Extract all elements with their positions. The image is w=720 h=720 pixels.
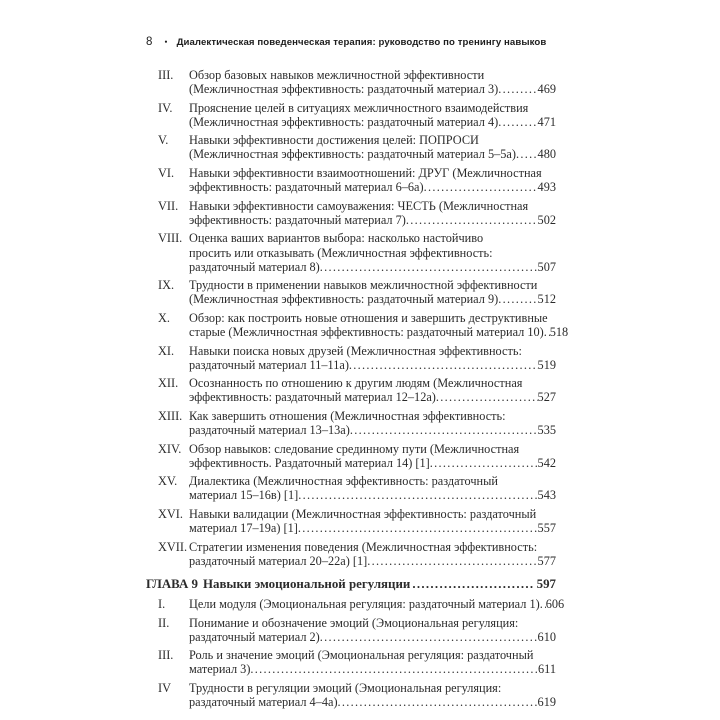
entry-page-number: 577	[537, 553, 556, 568]
chapter-page-number: 597	[536, 576, 556, 591]
entry-line: Диалектика (Межличностная эффективность: раздаточный	[189, 474, 498, 489]
entry-body	[189, 278, 556, 306]
entry-line: материал 15–16в) [1]	[189, 488, 299, 503]
entry-body	[189, 68, 556, 96]
entry-last-line	[189, 630, 556, 644]
toc-entry	[146, 231, 556, 273]
entry-numeral: IV	[158, 680, 171, 695]
entry-numeral: II.	[158, 615, 170, 630]
entry-last-line	[189, 597, 565, 611]
entry-line: старые (Межличностная эффективность: раздаточный материал 10)	[189, 325, 544, 339]
toc-entry	[146, 344, 556, 372]
entry-last-line	[189, 260, 556, 274]
entry-last-line	[189, 423, 556, 437]
entry-last-line	[189, 521, 556, 535]
entry-numeral: XIV.	[158, 441, 182, 456]
entry-line: Обзор: как построить новые отношения и завершить деструктивные	[189, 310, 548, 325]
entry-body	[189, 310, 569, 339]
entry-body	[189, 474, 556, 502]
entry-line: Цели модуля (Эмоциональная регуляция: раздаточный материал 1)	[189, 597, 540, 611]
toc-entry	[146, 507, 556, 535]
toc-entry	[146, 597, 565, 611]
entry-numeral: I.	[158, 597, 166, 611]
toc-entry	[146, 648, 556, 676]
dot-leader	[350, 423, 538, 437]
entry-last-line	[189, 82, 556, 96]
toc-entry	[146, 681, 556, 709]
toc-entry	[146, 133, 556, 161]
entry-page-number: 610	[537, 629, 556, 644]
entry-last-line	[189, 292, 556, 306]
toc-entry	[146, 409, 556, 437]
toc-entry	[146, 101, 556, 129]
dot-leader	[349, 358, 538, 372]
toc-entry	[146, 540, 556, 568]
toc-entry	[146, 616, 556, 644]
entry-line: Роль и значение эмоций (Эмоциональная регуляция: раздаточный	[189, 648, 534, 663]
dot-leader	[298, 521, 538, 535]
entry-last-line	[189, 325, 569, 339]
toc-list	[146, 68, 569, 710]
toc-entry	[146, 376, 556, 404]
entry-page-number: 606	[545, 597, 565, 611]
entry-body	[189, 376, 556, 404]
entry-line: Понимание и обозначение эмоций (Эмоциональная регуляция:	[189, 615, 519, 630]
entry-page-number: 519	[537, 357, 556, 372]
entry-numeral: XII.	[158, 376, 179, 391]
entry-body	[189, 133, 556, 161]
dot-leader	[498, 82, 537, 96]
entry-page-number: 507	[537, 259, 556, 274]
entry-line: раздаточный материал 4–4а)	[189, 695, 338, 710]
toc-entry	[146, 199, 556, 227]
entry-line: эффективность: раздаточный материал 6–6а)	[189, 180, 424, 195]
entry-body	[189, 597, 565, 611]
dot-leader	[320, 630, 538, 644]
entry-page-number: 480	[537, 147, 556, 162]
dot-leader	[436, 390, 538, 404]
toc-entry	[146, 474, 556, 502]
entry-numeral: III.	[158, 648, 174, 663]
entry-line: (Межличностная эффективность: раздаточный материал 3)	[189, 82, 499, 97]
dot-leader	[298, 488, 537, 502]
entry-line: Навыки эффективности взаимоотношений: ДРУГ (Межличностная	[189, 166, 542, 181]
entry-page-number: 493	[537, 180, 556, 195]
entry-last-line	[189, 213, 556, 227]
entry-body	[189, 442, 556, 470]
entry-line: Трудности в регуляции эмоций (Эмоциональная регуляция:	[189, 680, 502, 695]
entry-numeral: V.	[158, 133, 169, 148]
entry-numeral: XVII.	[158, 539, 188, 554]
running-head	[146, 36, 556, 48]
entry-last-line	[189, 488, 556, 502]
entry-body	[189, 648, 556, 676]
entry-numeral: XV.	[158, 474, 178, 489]
dot-leader	[406, 213, 538, 227]
dot-leader	[367, 554, 537, 568]
entry-page-number: 512	[537, 292, 556, 307]
entry-line: Трудности в применении навыков межличностной эффективности	[189, 278, 538, 293]
entry-body	[189, 344, 556, 372]
entry-line: Навыки эффективности достижения целей: ПОПРОСИ	[189, 133, 479, 148]
entry-line: Навыки валидации (Межличностная эффективность: раздаточный	[189, 507, 537, 522]
entry-last-line	[189, 180, 556, 194]
dot-leader	[338, 695, 538, 709]
entry-line: Обзор навыков: следование срединному пути (Межличностная	[189, 441, 520, 456]
entry-body	[189, 231, 556, 273]
entry-page-number: 527	[537, 390, 556, 405]
page-number: 8	[146, 36, 153, 48]
toc-entry	[146, 442, 556, 470]
entry-page-number: 518	[549, 325, 569, 339]
entry-line: раздаточный материал 13–13а)	[189, 423, 350, 438]
dot-leader	[516, 147, 538, 161]
entry-body	[189, 616, 556, 644]
entry-numeral: XIII.	[158, 408, 183, 423]
dot-leader	[412, 577, 532, 591]
entry-page-number: 619	[537, 695, 556, 710]
dot-leader	[320, 260, 538, 274]
chapter-title: Навыки эмоциональной регуляции	[203, 576, 411, 591]
entry-last-line	[189, 662, 556, 676]
dot-leader	[424, 180, 538, 194]
toc-entry	[146, 68, 556, 96]
entry-page-number: 611	[538, 662, 556, 677]
entry-page-number: 543	[537, 488, 556, 503]
entry-line: Обзор базовых навыков межличностной эффективности	[189, 68, 485, 82]
entry-last-line	[189, 358, 556, 372]
entry-numeral: X.	[158, 310, 170, 325]
entry-page-number: 542	[537, 455, 556, 470]
entry-numeral: VIII.	[158, 231, 183, 246]
entry-numeral: XI.	[158, 343, 175, 358]
entry-body	[189, 166, 556, 194]
entry-line: Осознанность по отношению к другим людям (Межличностная	[189, 376, 523, 391]
entry-numeral: III.	[158, 68, 174, 82]
entry-last-line	[189, 390, 556, 404]
entry-line: материал 17–19а) [1]	[189, 521, 298, 536]
entry-page-number: 502	[537, 212, 556, 227]
dot-leader	[250, 662, 538, 676]
entry-line: раздаточный материал 20–22а) [1]	[189, 553, 368, 568]
entry-line: эффективность: раздаточный материал 7)	[189, 212, 406, 227]
entry-numeral: IV.	[158, 100, 173, 115]
entry-line: эффективность. Раздаточный материал 14) [1]	[189, 455, 430, 470]
entry-last-line	[189, 115, 556, 129]
dot-leader	[498, 292, 537, 306]
entry-line: (Межличностная эффективность: раздаточный материал 5–5а)	[189, 147, 516, 162]
entry-body	[189, 101, 556, 129]
entry-last-line	[189, 456, 556, 470]
dot-leader	[430, 456, 538, 470]
entry-body	[189, 681, 556, 709]
entry-numeral: VI.	[158, 166, 175, 181]
entry-last-line	[189, 147, 556, 161]
entry-line: раздаточный материал 8)	[189, 259, 320, 274]
entry-line: (Межличностная эффективность: раздаточный материал 9)	[189, 292, 499, 307]
entry-line: просить или отказывать (Межличностная эффективность:	[189, 245, 493, 260]
entry-line: Оценка ваших вариантов выбора: насколько настойчиво	[189, 231, 484, 246]
entry-line: раздаточный материал 11–11а)	[189, 357, 349, 372]
bullet-separator-icon: •	[164, 37, 168, 47]
entry-body	[189, 409, 556, 437]
entry-page-number: 469	[537, 82, 556, 97]
entry-line: раздаточный материал 2)	[189, 629, 320, 644]
entry-line: Как завершить отношения (Межличностная эффективность:	[189, 408, 506, 423]
chapter-label: ГЛАВА 9	[146, 576, 198, 591]
entry-body	[189, 507, 556, 535]
entry-line: Стратегии изменения поведения (Межличностная эффективность:	[189, 539, 538, 554]
toc-entry	[146, 166, 556, 194]
entry-line: Навыки поиска новых друзей (Межличностная эффективность:	[189, 343, 522, 358]
entry-last-line	[189, 554, 556, 568]
entry-line: (Межличностная эффективность: раздаточный материал 4)	[189, 114, 499, 129]
entry-line: Прояснение целей в ситуациях межличностного взаимодействия	[189, 100, 529, 115]
entry-page-number: 471	[537, 114, 556, 129]
entry-line: Навыки эффективности самоуважения: ЧЕСТЬ (Межличностная	[189, 198, 529, 213]
entry-numeral: IX.	[158, 278, 175, 293]
entry-body	[189, 540, 556, 568]
entry-line: эффективность: раздаточный материал 12–12а)	[189, 390, 436, 405]
toc-chapter-heading	[146, 577, 556, 591]
entry-numeral: XVI.	[158, 507, 183, 522]
book-title: Диалектическая поведенческая терапия: руководство по тренингу навыков	[176, 36, 547, 48]
entry-page-number: 535	[537, 423, 556, 438]
entry-body	[189, 199, 556, 227]
page-content	[146, 36, 569, 714]
entry-numeral: VII.	[158, 198, 179, 213]
toc-entry	[146, 310, 569, 339]
dot-leader	[498, 115, 537, 129]
toc-entry	[146, 278, 556, 306]
entry-line: материал 3)	[189, 662, 251, 677]
entry-page-number: 557	[537, 521, 556, 536]
entry-last-line	[189, 695, 556, 709]
